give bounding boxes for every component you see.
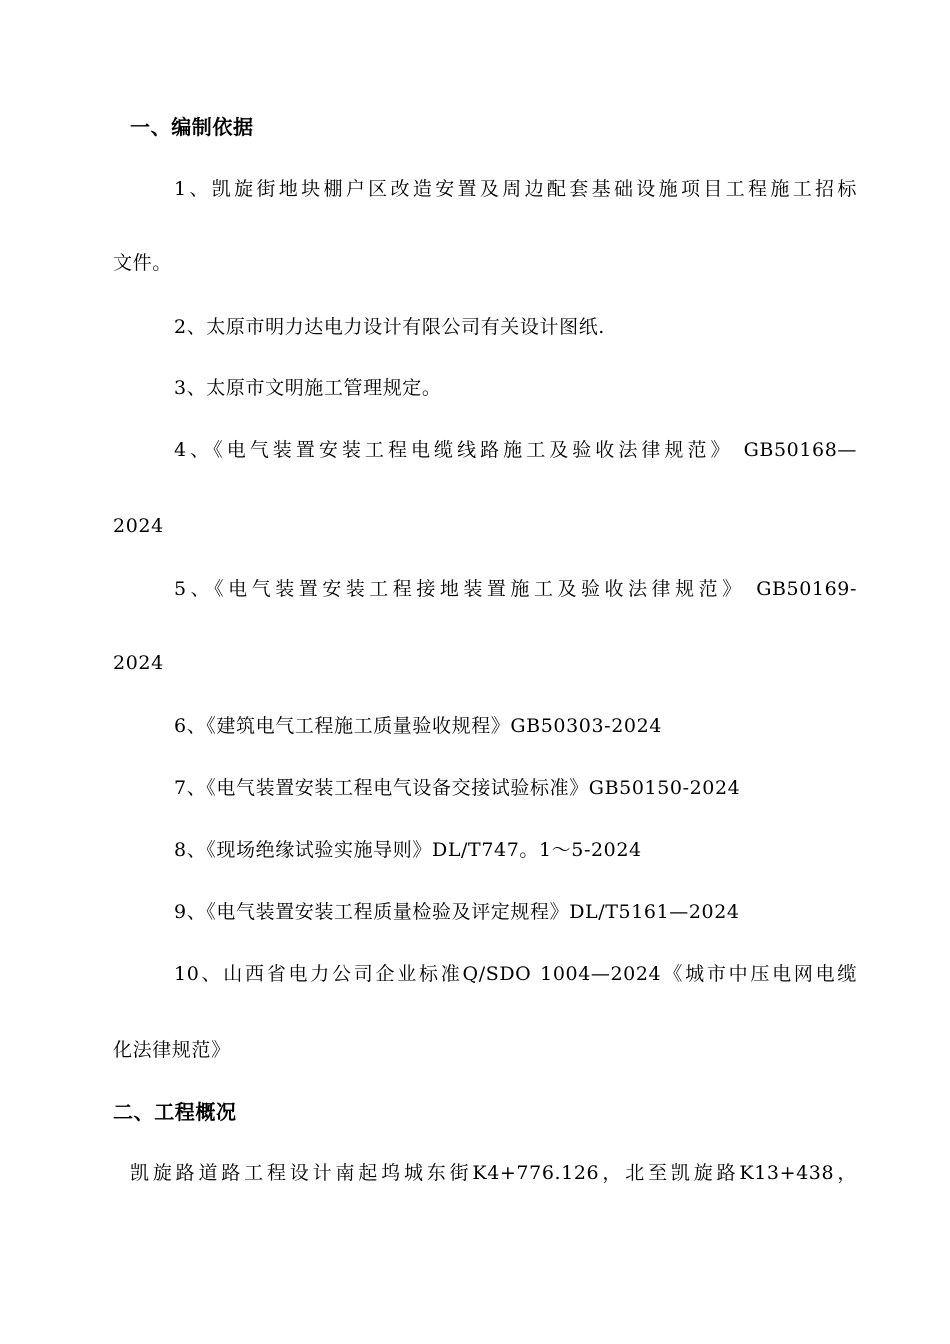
- overview-paragraph-line1: 凯旋路道路工程设计南起坞城东街K4+776.126，北至凯旋路K13+438，: [130, 1162, 857, 1184]
- basis-item-9: 9、《电气装置安装工程质量检验及评定规程》DL/T5161—2024: [174, 901, 740, 923]
- basis-item-3: 3、太原市文明施工管理规定。: [174, 377, 442, 399]
- section-heading-overview: 二、工程概况: [113, 1100, 237, 1124]
- basis-item-4-line2: 2024: [113, 515, 164, 537]
- basis-item-1-line2: 文件。: [113, 252, 172, 274]
- basis-item-5-line2: 2024: [113, 652, 164, 674]
- basis-item-1-line1: 1、凯旋街地块棚户区改造安置及周边配套基础设施项目工程施工招标: [174, 178, 857, 200]
- basis-item-4-line1: 4、《电气装置安装工程电缆线路施工及验收法律规范》 GB50168—: [174, 439, 857, 461]
- basis-item-2: 2、太原市明力达电力设计有限公司有关设计图纸.: [174, 316, 605, 338]
- basis-item-10-line1: 10、山西省电力公司企业标准Q/SDO 1004—2024《城市中压电网电缆: [174, 963, 857, 985]
- basis-item-8: 8、《现场绝缘试验实施导则》DL/T747。1～5-2024: [174, 839, 642, 861]
- basis-item-5-line1: 5、《电气装置安装工程接地装置施工及验收法律规范》 GB50169-: [174, 578, 857, 600]
- section-heading-basis: 一、编制依据: [130, 115, 254, 139]
- basis-item-10-line2: 化法律规范》: [113, 1039, 231, 1061]
- basis-item-6: 6、《建筑电气工程施工质量验收规程》GB50303-2024: [174, 715, 662, 737]
- basis-item-7: 7、《电气装置安装工程电气设备交接试验标准》GB50150-2024: [174, 777, 741, 799]
